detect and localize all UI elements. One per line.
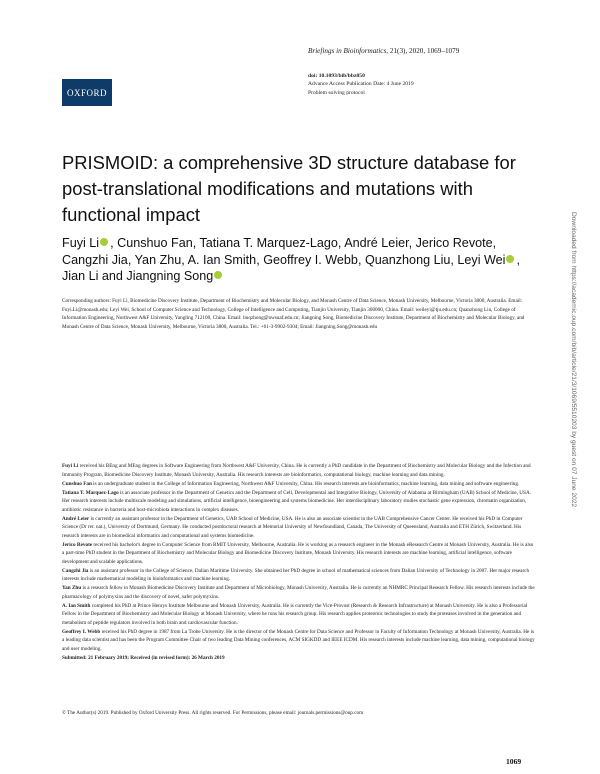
author-bio [62, 584, 536, 601]
author-name: Jiangning Song [126, 269, 214, 284]
bio-author-name: Cangzhi Jia [62, 567, 89, 574]
author-name: Yan Zhu [134, 252, 182, 267]
author-name: Fuyi Li [62, 236, 100, 250]
bio-text: is a research fellow in Monash Biomedicine Discovery Institute and Department of Microbiology, Monash University, Australia. He is currently an NHMRC Principal Research Fellow. His research interests include the pharmacology of polymyxins and the discovery of novel, safer polymyxins. [62, 585, 535, 600]
author-name: Jian Li [62, 269, 99, 284]
bio-list [62, 462, 536, 653]
author-bio [62, 515, 536, 541]
orcid-icon[interactable] [214, 271, 222, 279]
article-meta [308, 72, 414, 97]
bio-text: is an assistant professor in the College of Science, Dalian Maritime University. She obtained her PhD degree in school of mathematical sciences from Dalian University of Technology in 2007. Her major research interests include mathematical modeling in bioinformatics and machine learning. [62, 567, 530, 582]
author-bio [62, 489, 536, 515]
doi-line[interactable]: doi: 10.1093/bib/bbz050 [308, 73, 365, 79]
bio-author-name: Tatiana T. Marquez-Lago [62, 489, 119, 496]
copyright-line: © The Author(s) 2019. Published by Oxford University Press. All rights reserved. For Permissions, please email: journals.permissions@oup.com [62, 710, 364, 716]
download-watermark[interactable]: Downloaded from https://academic.oup.com/bib/article/21/3/1069/5510203 by guest on 07 June 2022 [570, 212, 577, 508]
bio-text: received his BEng and MEng degrees in Software Engineering from Northwest A&F University, China. He is currently a PhD candidate in the Department of Biochemistry and Molecular Biology and the Infection and Immunity Program, Biomedicine Discovery Institute, Monash University, Australia. His research interests are bioinformatics, computational biology, machine learning and data mining. [62, 463, 531, 478]
bio-text: is currently an assistant professor in the Department of Genetics, UAB School of Medicine, USA. He is also an associate scientist in the UAB Comprehensive Cancer Center. He received his PhD in Computer Science (Dr rer. nat.), University of Dortmund, Germany. He conducted postdoctoral research at Memorial University of Newfoundland, Canada, The University of Queensland, Australia and ETH Zürich, Switzerland. His research interests are in biomedical informatics and computational and systems biomedicine. [62, 515, 523, 539]
author-bio [62, 602, 536, 628]
author-bio [62, 628, 536, 654]
author-separator: , [492, 236, 497, 250]
author-separator: , [110, 236, 118, 250]
bio-text: received his PhD degree in 1987 from La Trobe University. He is the director of the Monash Centre for Data Science and Professor in Faculty of Information Technology at Monash University, Australia. He is a leading data scientist and has been the Program Committee Chair of two leading Data Mining conferences, ACM SIGKDD and IEEE ICDM. His research interests include machine learning, data mining, computational biology and user modeling. [62, 628, 535, 652]
article-type: Problem solving protocol [308, 89, 365, 96]
bio-text: completed his PhD at Prince Henrys Institute Melbourne and Monash University, Australia. He is currently the Vice-Provost (Research & Research Infrastructure) at Monash University. He is also a Professorial Fellow in the Department of Biochemistry and Molecular Biology at Monash University, where he runs his research group. His research applies proteomic technologies to study the proteases involved in the generation and metabolism of peptide regulators involved in both brain and cardiovascular function. [62, 602, 528, 626]
bio-author-name: Cunshuo Fan [62, 480, 92, 487]
author-separator: , [127, 252, 135, 267]
journal-header [308, 47, 459, 55]
page-number: 1069 [506, 757, 522, 766]
bio-author-name: André Leier [62, 515, 90, 522]
author-bio [62, 480, 536, 489]
author-separator: , [408, 236, 416, 250]
orcid-icon[interactable] [506, 255, 514, 263]
author-name: Tatiana T. Marquez-Lago [199, 236, 338, 250]
author-name: A. Ian Smith [187, 252, 257, 267]
bio-author-name: Yan Zhu [62, 585, 82, 591]
author-name: Quanzhong Liu [364, 252, 451, 267]
oxford-logo [62, 79, 112, 106]
author-bio [62, 462, 536, 479]
journal-citation: 21(3), 2020, 1069–1079 [389, 47, 460, 55]
bio-author-name: Jerico Revote [62, 541, 93, 548]
advance-access-line: Advance Access Publication Date: 4 June 2019 [308, 81, 414, 88]
submission-dates: Submitted: 21 February 2019; Received (in revised form): 26 March 2019 [62, 654, 225, 661]
author-separator: , [256, 252, 264, 267]
author-separator: , [357, 252, 365, 267]
author-list [62, 235, 532, 285]
author-separator: , [516, 252, 520, 267]
author-name: Leyi Wei [457, 252, 506, 267]
orcid-icon[interactable] [100, 238, 108, 246]
author-separator: and [98, 269, 127, 284]
author-bios [62, 462, 536, 662]
author-bio [62, 541, 536, 567]
article-title: PRISMOID: a comprehensive 3D structure database for post-translational modifications and mutations with functional impact [62, 152, 516, 225]
author-name: Cangzhi Jia [62, 252, 128, 267]
author-separator: , [450, 252, 458, 267]
author-separator: , [181, 252, 188, 267]
author-name: Cunshuo Fan [117, 236, 193, 250]
bio-author-name: Fuyi Li [62, 463, 79, 469]
corresponding-authors: Corresponding authors: Fuyi Li, Biomedicine Discovery Institute, Department of Biochemistry and Molecular Biology, and Monash Centre of Data Science, Monash University, Melbourne, Victoria 3800, Australia. Email: Fuyi.Li@monash.edu; Leyi Wei, School of Computer Science and Technology, College of Intelligence and Computing, Tianjin University, Tianjin 300000, China. Email: weileyi@tju.edu.cn; Quanzhong Liu, College of Information Engineering, Northwest A&F University, Yangling 712100, China. Email: liuqzhong@nwsuaf.edu.cn; Jiangning Song, Biomedicine Discovery Institute, Department of Biochemistry and Molecular Biology, and Monash Centre of Data Science, Monash University, Melbourne, Victoria 3800, Australia. Tel.: +61-3-9902-9304; Email: Jiangning.Song@monash.edu [62, 298, 525, 330]
author-separator: , [192, 236, 200, 250]
bio-text: received his bachelor's degree in Computer Science from RMIT University, Melbourne, Australia. He is working as a research engineer in the Monash eResearch Centre at Monash University, Australia. He is also a part-time PhD student in the Department of Biochemistry and Molecular Biology and Biomedicine Discovery Institute, Monash University. His research interests are machine learning, artificial intelligence, software development and scalable applications. [62, 541, 534, 565]
author-bio [62, 567, 536, 584]
author-name: Jerico Revote [415, 236, 493, 250]
bio-text: is an associate professor in the Department of Genetics and the Department of Cell, Developmental and Integrative Biology, University of Alabama at Birmingham (UAB) School of Medicine, USA. Her research interests include multiscale modeling and simulations, artificial intelligence, bioengineering and systems biomedicine. Her interdisciplinary laboratory studies stochastic gene expression, chromatin organization, antibiotic resistance in bacteria and host-microbiota interactions in complex diseases. [62, 489, 531, 513]
journal-name: Briefings in Bioinformatics, [308, 47, 389, 55]
author-name: André Leier [344, 236, 409, 250]
logo-text: OXFORD [66, 87, 107, 98]
bio-author-name: A. Ian Smith [62, 602, 91, 609]
bio-author-name: Geoffrey I. Webb [62, 628, 101, 635]
author-name: Geoffrey I. Webb [263, 252, 358, 267]
bio-text: is an undergraduate student in the College of Information Engineering, Northwest A&F University, China. His research interests are bioinformatics, machine learning, data mining and software engineering. [91, 480, 520, 487]
author-separator: , [337, 236, 345, 250]
